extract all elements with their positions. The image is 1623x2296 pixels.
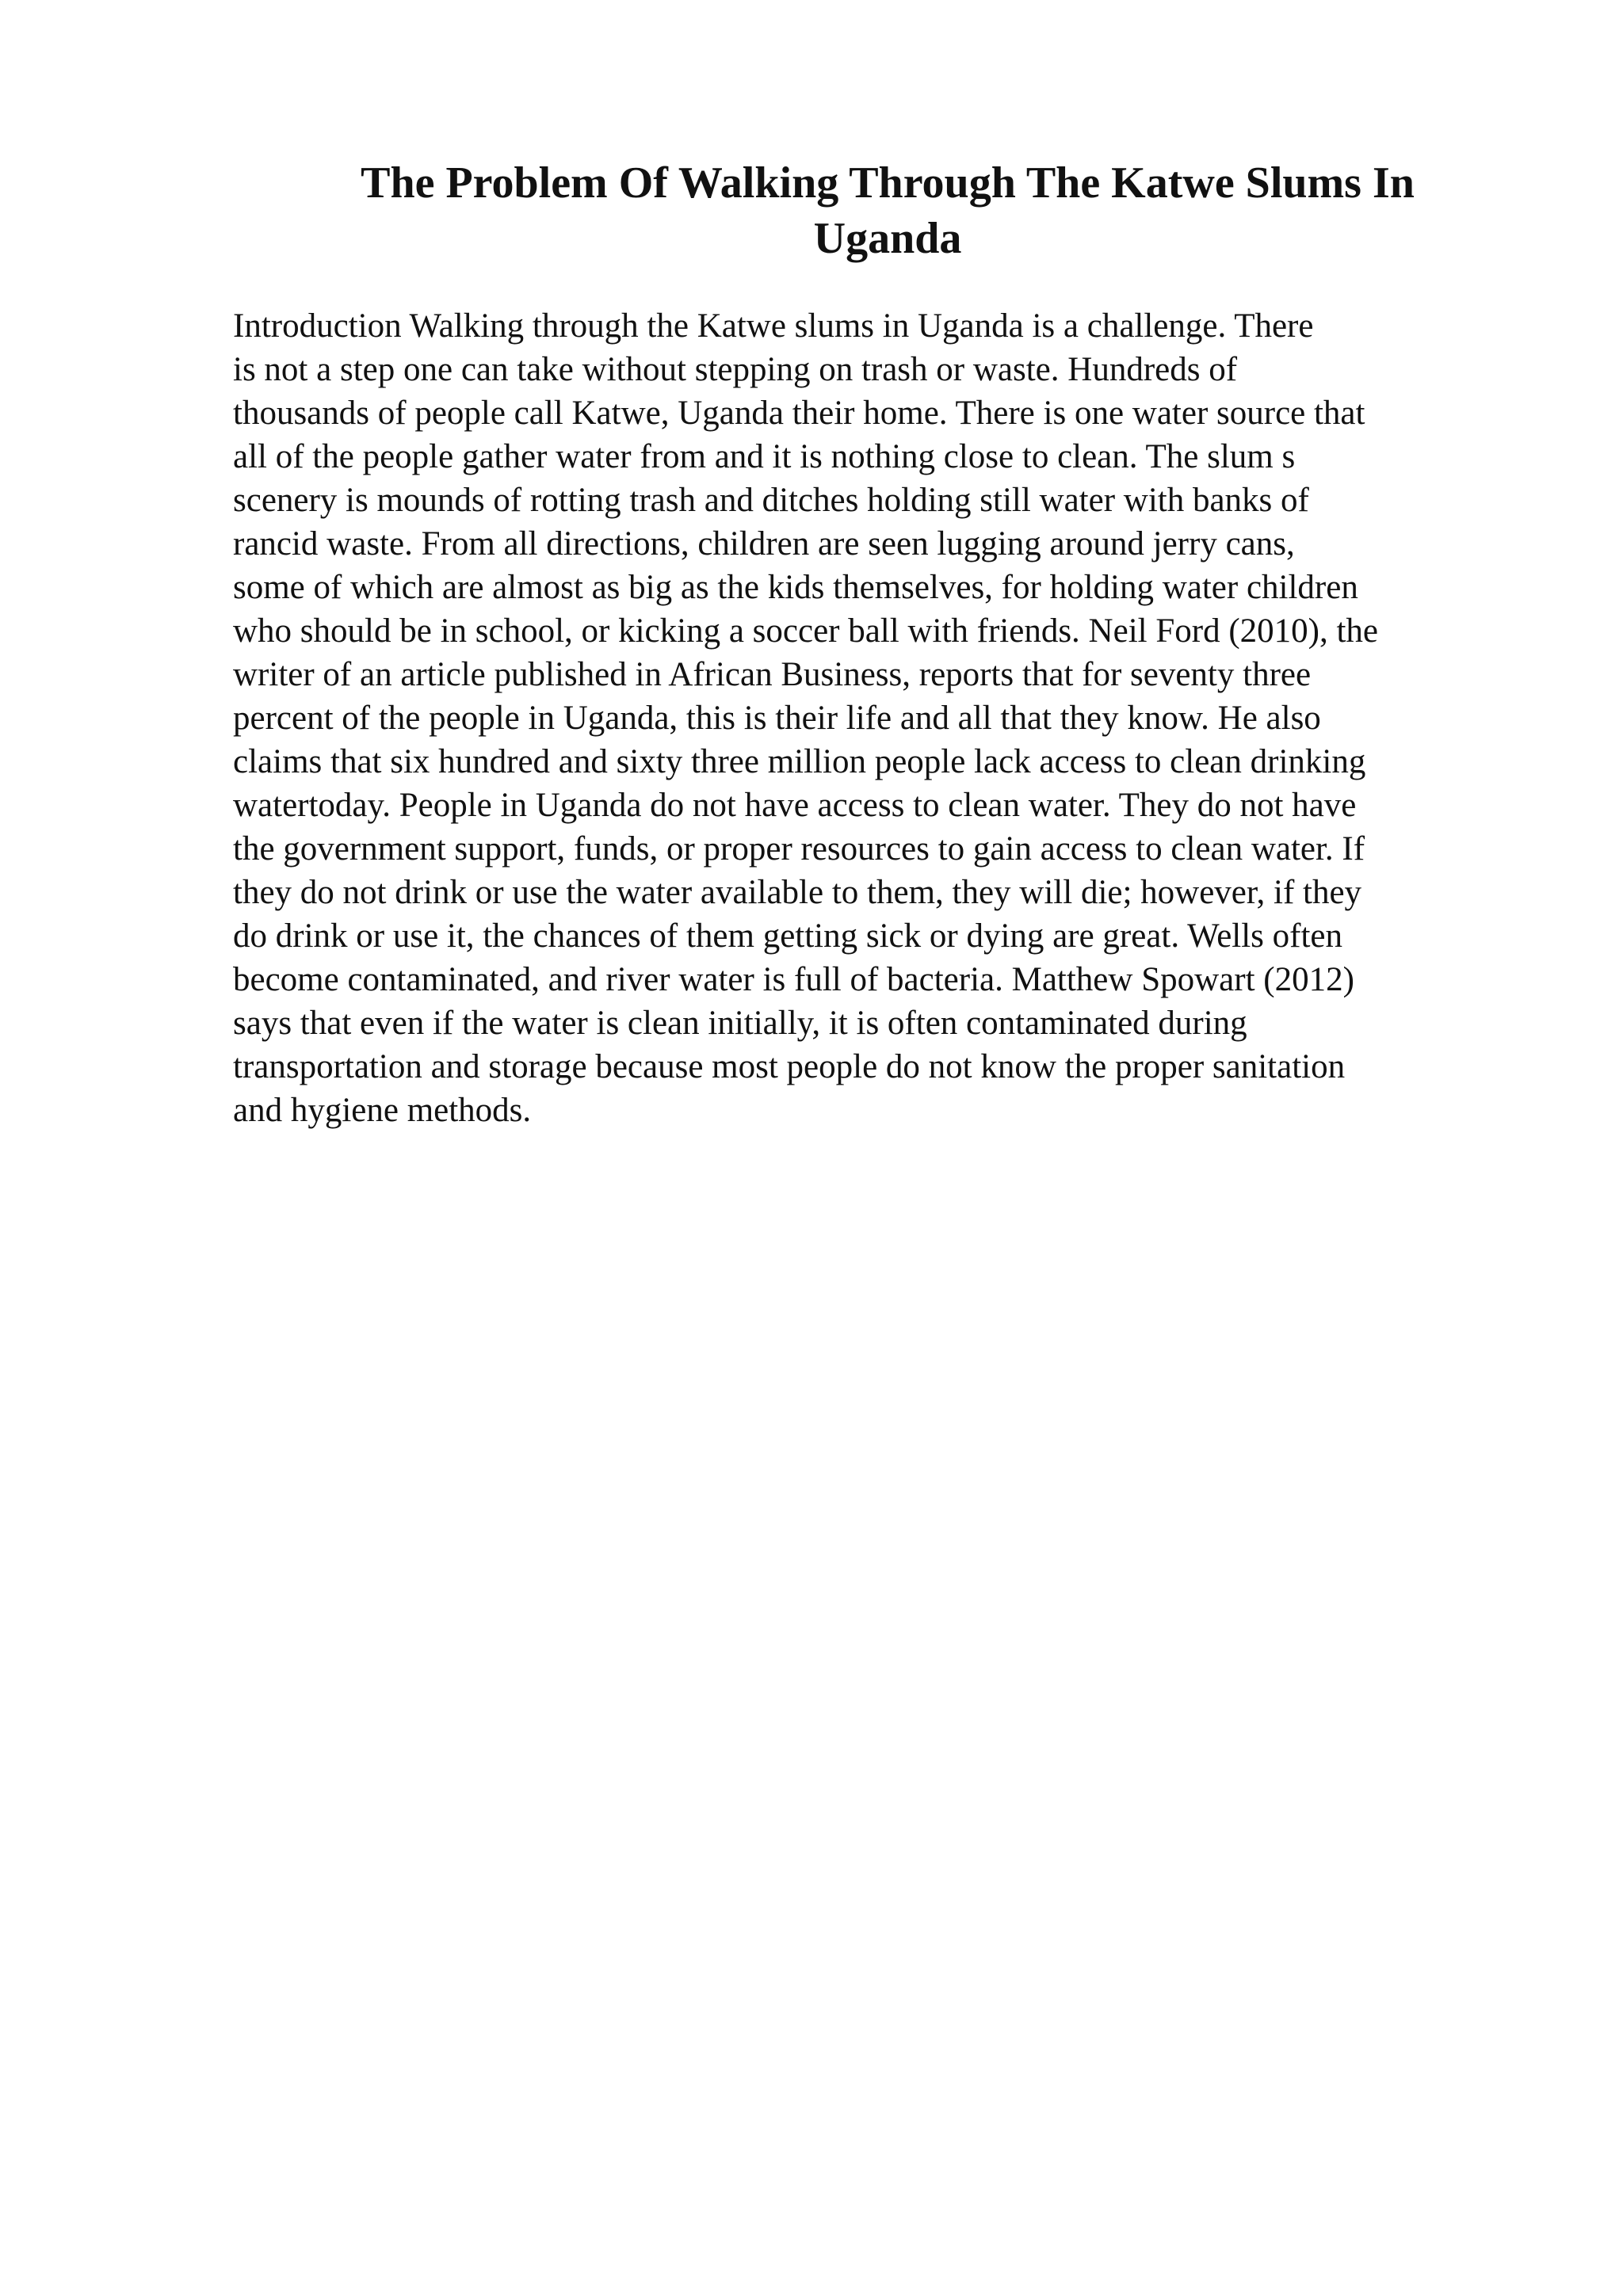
body-line-8: who should be in school, or kicking a soccer ball with friends. Neil Ford (2010), the [233, 612, 1378, 650]
body-line-6: rancid waste. From all directions, children are seen lugging around jerry cans, [233, 525, 1295, 563]
body-line-9: writer of an article published in African Business, reports that for seventy three [233, 656, 1312, 693]
body-line-13: the government support, funds, or proper resources to gain access to clean water. If [233, 830, 1365, 868]
body-line-5: scenery is mounds of rotting trash and ditches holding still water with banks of [233, 482, 1309, 519]
body-line-19: and hygiene methods. [233, 1092, 532, 1129]
body-line-10: percent of the people in Uganda, this is their life and all that they know. He also [233, 700, 1321, 737]
document-title-line-1: The Problem Of Walking Through The Katwe Slums In [361, 158, 1415, 208]
body-line-18: transportation and storage because most people do not know the proper sanitation [233, 1048, 1346, 1085]
document-title-line-2: Uganda [813, 214, 962, 263]
body-line-14: they do not drink or use the water available to them, they will die; however, if they [233, 874, 1362, 911]
body-line-11: claims that six hundred and sixty three million people lack access to clean drinking [233, 743, 1366, 780]
body-line-7: some of which are almost as big as the kids themselves, for holding water children [233, 569, 1358, 606]
body-line-12: watertoday. People in Uganda do not have access to clean water. They do not have [233, 787, 1357, 824]
document-body [233, 304, 1501, 1132]
body-line-2: is not a step one can take without stepping on trash or waste. Hundreds of [233, 351, 1238, 388]
body-line-17: says that even if the water is clean initially, it is often contaminated during [233, 1005, 1247, 1042]
body-line-1: Introduction Walking through the Katwe slums in Uganda is a challenge. There [233, 307, 1314, 345]
body-line-3: thousands of people call Katwe, Uganda their home. There is one water source that [233, 395, 1365, 432]
body-line-16: become contaminated, and river water is full of bacteria. Matthew Spowart (2012) [233, 961, 1354, 998]
body-line-4: all of the people gather water from and it is nothing close to clean. The slum s [233, 438, 1296, 475]
body-line-15: do drink or use it, the chances of them getting sick or dying are great. Wells often [233, 917, 1343, 955]
document-title [269, 155, 1506, 266]
